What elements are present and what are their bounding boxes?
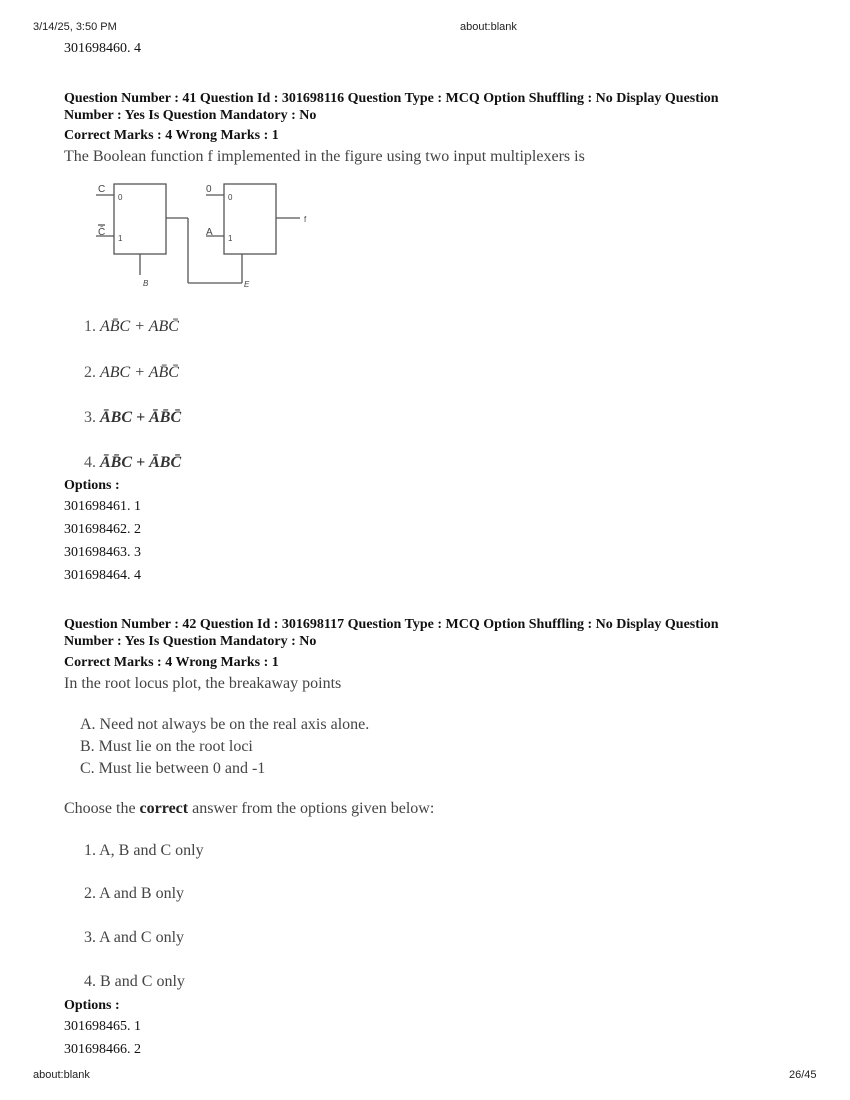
q42-choice-1: 1. A, B and C only — [84, 842, 204, 859]
output-label: f — [304, 215, 307, 224]
mux1-input1-label: C̄ — [98, 227, 106, 238]
q42-choice-3: 3. A and C only — [84, 929, 185, 946]
q42-option-id-1: 301698465. 1 — [64, 1019, 141, 1034]
mux2-input0-label: 0 — [206, 184, 212, 195]
q42-meta-line1: Question Number : 42 Question Id : 301698117 Question Type : MCQ Option Shuffling : No Display Question — [64, 617, 719, 632]
mux2-input1-label: A — [206, 227, 213, 238]
print-footer-url: about:blank — [33, 1069, 90, 1081]
q42-option-id-2: 301698466. 2 — [64, 1042, 141, 1057]
q41-meta-line2: Number : Yes Is Question Mandatory : No — [64, 108, 317, 123]
q42-statement-c: C. Must lie between 0 and -1 — [80, 760, 266, 777]
mux1-select-label: B — [143, 279, 149, 288]
q42-choice-4: 4. B and C only — [84, 973, 185, 990]
q41-options-label: Options : — [64, 478, 120, 493]
q41-option-id-2: 301698462. 2 — [64, 522, 141, 537]
q42-meta-line2: Number : Yes Is Question Mandatory : No — [64, 634, 317, 649]
q42-choice-2: 2. A and B only — [84, 885, 185, 902]
mux1-input0-label: C — [98, 184, 106, 195]
mux-circuit-figure — [90, 178, 320, 293]
q41-question-text: The Boolean function f implemented in the figure using two input multiplexers is — [64, 148, 585, 165]
q42-instruction: Choose the correct answer from the options given below: — [64, 800, 435, 817]
q42-question-text: In the root locus plot, the breakaway points — [64, 675, 342, 692]
q41-marks: Correct Marks : 4 Wrong Marks : 1 — [64, 128, 279, 143]
previous-option: 301698460. 4 — [64, 41, 141, 56]
q42-statement-b: B. Must lie on the root loci — [80, 738, 253, 755]
q42-options-label: Options : — [64, 998, 120, 1013]
mux2-select-label: E — [244, 280, 250, 289]
mux1-port1: 1 — [118, 234, 123, 243]
print-page-number: 26/45 — [789, 1069, 817, 1081]
mux2-port1: 1 — [228, 234, 233, 243]
print-title: about:blank — [460, 21, 517, 33]
q41-choice-4: 4. ĀB̄C + ĀBC̄ — [84, 454, 182, 471]
q41-option-id-4: 301698464. 4 — [64, 568, 141, 583]
q41-choice-3: 3. ĀBC + ĀB̄C̄ — [84, 409, 182, 426]
mux1-port0: 0 — [118, 193, 123, 202]
q41-choice-2: 2. ABC + AB̄C̄ — [84, 364, 179, 381]
q41-option-id-3: 301698463. 3 — [64, 545, 141, 560]
q41-choice-1: 1. AB̄C + ABC̄ — [84, 318, 179, 335]
q42-marks: Correct Marks : 4 Wrong Marks : 1 — [64, 655, 279, 670]
q41-meta-line1: Question Number : 41 Question Id : 301698116 Question Type : MCQ Option Shuffling : No Display Question — [64, 91, 719, 106]
q41-option-id-1: 301698461. 1 — [64, 499, 141, 514]
print-datetime: 3/14/25, 3:50 PM — [33, 21, 117, 33]
mux2-port0: 0 — [228, 193, 233, 202]
q42-statement-a: A. Need not always be on the real axis alone. — [80, 716, 370, 733]
